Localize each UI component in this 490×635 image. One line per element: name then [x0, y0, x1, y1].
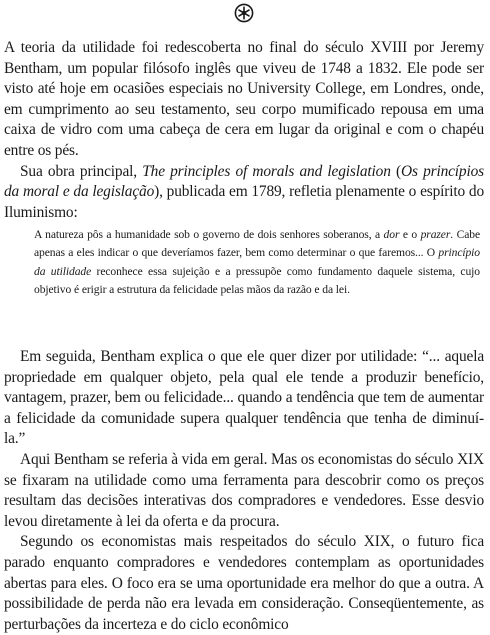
book-title-translation-italic: Os princípios da moral e da legislação: [4, 162, 484, 201]
quote-segment: A natureza pôs a humanidade sob o governo de dois senhores soberanos, a: [34, 228, 384, 241]
paragraph-bentham-intro: A teoria da utilidade foi redescoberta no final do século XVIII por Jeremy Bentham, um popular filósofo inglês que viveu de 1748 a 1832. Ele pode ser visto até hoje em ocasiões especiais no University College, em Londres, onde, em cumprimento ao seu testamento, seu corpo mumificado repousa em uma caixa de vidro com uma cabeça de cera em lugar da original e com o chapéu entre os pés.: [4, 39, 484, 159]
asterisk-star-icon: [234, 3, 254, 23]
quote-segment: e o: [399, 228, 421, 241]
block-quote: [34, 226, 480, 300]
text-segment: Sua obra principal,: [20, 162, 143, 180]
paragraph-main-work: [4, 162, 484, 224]
body-text-top: [4, 38, 484, 223]
text-segment: ), publicada em 1789, refletia plenamente o espírito do Iluminismo:: [4, 183, 484, 221]
paragraph-economists: Segundo os economistas mais respeitados do século XIX, o futuro fica parado enquanto compradores e vendedores contemplam as oportunidades abertas para eles. O foco era se uma oportunidade era melhor do que a outra. A possibilidade de perda não era levada em consideração. Conseqüentemente, as perturbações da incerteza e do ciclo econômico: [4, 533, 484, 633]
quote-italic-prazer: prazer: [420, 228, 451, 241]
quote-italic-principle: princípio da utilidade: [34, 246, 480, 278]
paragraph-utility-definition: Em seguida, Bentham explica o que ele quer dizer por utilidade: “... aquela propriedade em qualquer objeto, pela qual ele tende a produzir benefício, vantagem, prazer, bem ou felicidade... quando a tendência que tem de aumentar a felicidade da comunidade supera qualquer tendência que tenha de diminuí-la.”: [4, 348, 484, 448]
paragraph-nineteenth-century: Aqui Bentham se referia à vida em geral. Mas os economistas do século XIX se fixaram na utilidade como uma ferramenta para descobrir como os preços resultam das decisões interativas dos compradores e vendedores. Esse desvio levou diretamente à lei da oferta e da procura.: [4, 450, 484, 530]
quote-italic-dor: dor: [383, 228, 400, 241]
quote-segment: . Cabe apenas a eles indicar o que deveríamos fazer, bem como determinar o que faremos... O: [34, 228, 480, 260]
text-segment: (: [390, 162, 401, 180]
quote-segment: reconhece essa sujeição e a pressupõe como fundamento daquele sistema, cujo objetivo é erigir a estrutura da felicidade pelas mãos da razão e da lei.: [34, 264, 480, 297]
body-text-bottom: [4, 347, 484, 635]
book-title-italic: The principles of morals and legislation: [142, 162, 391, 180]
